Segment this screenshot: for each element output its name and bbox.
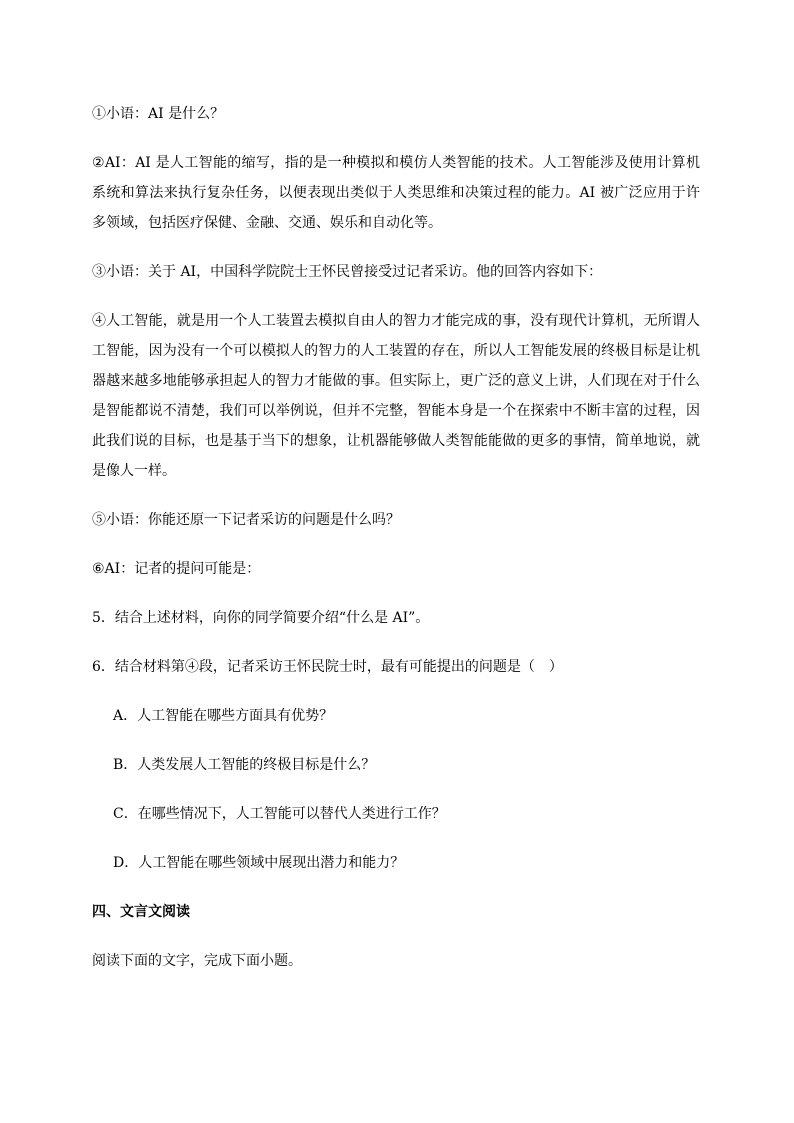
option-b: B．人类发展人工智能的终极目标是什么？ [113, 757, 376, 773]
section-instruction: 阅读下面的文字，完成下面小题。 [92, 953, 302, 969]
option-a: A．人工智能在哪些方面具有优势？ [113, 708, 334, 724]
section-heading: 四、文言文阅读 [92, 904, 190, 920]
question-5: 5．结合上述材料，向你的同学简要介绍“什么是 AI”。 [92, 610, 430, 626]
option-c: C．在哪些情况下，人工智能可以替代人类进行工作？ [113, 806, 446, 822]
paragraph-4: ④人工智能，就是用一个人工装置去模拟自由人的智力才能完成的事，没有现代计算机，无所谓人工智能，因为没有一个可以模拟人的智力的人工装置的存在，所以人工智能发展的终极目标是让机器越来越多地能够承担起人的智力才能做的事。但实际上，更广泛的意义上讲，人们现在对于什么是智能都说不清楚，我们可以举例说，但并不完整，智能本身是一个在探索中不断丰富的过程，因此我们说的目标，也是基于当下的想象，让机器能够做人类智能能做的更多的事情，简单地说，就是像人一样。 [92, 313, 700, 479]
paragraph-5: ⑤小语：你能还原一下记者采访的问题是什么吗？ [92, 512, 400, 528]
question-6: 6．结合材料第④段，记者采访王怀民院士时，最有可能提出的问题是（ ） [92, 659, 563, 675]
paragraph-1: ①小语：AI 是什么？ [92, 106, 225, 122]
paragraph-3: ③小语：关于 AI，中国科学院院士王怀民曾接受过记者采访。他的回答内容如下： [92, 264, 603, 280]
document-page [92, 99, 700, 995]
option-d: D．人工智能在哪些领域中展现出潜力和能力？ [113, 855, 405, 871]
paragraph-2: ②AI：AI 是人工智能的缩写，指的是一种模拟和模仿人类智能的技术。人工智能涉及使用计算机系统和算法来执行复杂任务，以便表现出类似于人类思维和决策过程的能力。AI 被广泛应用于许多领域，包括医疗保健、金融、交通、娱乐和自动化等。 [92, 155, 700, 231]
paragraph-6: ⑥AI：记者的提问可能是： [92, 561, 261, 577]
